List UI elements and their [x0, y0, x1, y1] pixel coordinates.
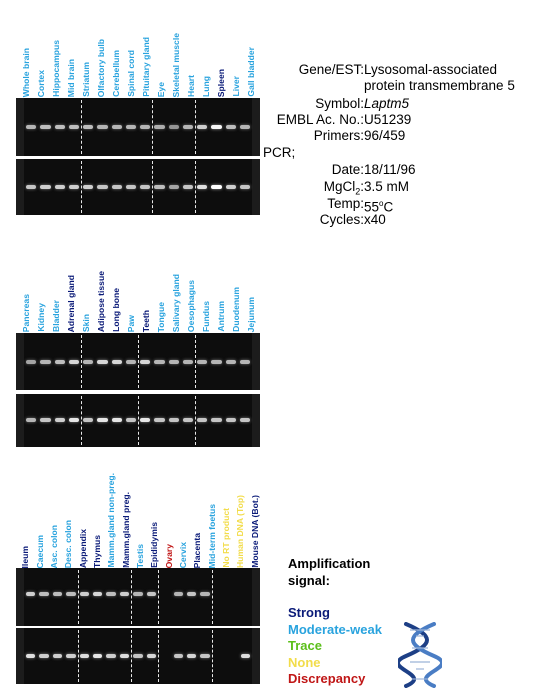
gel-band — [26, 360, 36, 364]
panel-3-gel-top — [16, 568, 260, 626]
lane-divider — [158, 570, 159, 624]
gel-band — [40, 418, 50, 422]
gel-ladder — [252, 394, 260, 447]
lane-divider — [138, 396, 139, 445]
gel-band — [187, 592, 196, 596]
gel-band — [120, 654, 129, 658]
gel-band — [241, 654, 250, 658]
lane-label: Olfactory bulb — [95, 38, 106, 97]
gel-band — [226, 360, 236, 364]
gel-band — [226, 418, 236, 422]
legend-title-line2: signal: — [288, 572, 330, 588]
pcr-label: PCR; — [263, 145, 296, 160]
lane-label: Spinal cord — [125, 50, 136, 97]
lane-label: Human DNA (Top) — [235, 494, 246, 568]
lane-label: Hippocampus — [50, 40, 61, 97]
gel-band — [197, 418, 207, 422]
gel-band — [69, 418, 79, 422]
lane-divider — [212, 570, 213, 624]
gel-band — [106, 654, 115, 658]
lane-divider — [195, 335, 196, 388]
lane-label: Salivary gland — [170, 273, 181, 332]
lane-label: Teeth — [140, 309, 151, 332]
gel-band — [169, 418, 179, 422]
lane-label: Adrenal gland — [65, 274, 76, 332]
lane-label: Appendix — [77, 528, 88, 568]
gel-ladder — [16, 568, 24, 626]
gel-band — [240, 360, 250, 364]
gel-band — [93, 654, 102, 658]
gel-band — [211, 418, 221, 422]
lane-label: Striatum — [80, 62, 91, 97]
embl-value: U51239 — [364, 112, 412, 127]
gel-band — [120, 592, 129, 596]
experiment-info — [0, 0, 548, 240]
lane-label: Epididymis — [149, 522, 160, 568]
lane-divider — [195, 396, 196, 445]
legend-item-none: None — [288, 654, 321, 670]
gel-ladder — [16, 394, 24, 447]
lane-label: Skin — [80, 313, 91, 332]
lane-label: Asc. colon — [48, 524, 59, 568]
gel-band — [183, 360, 193, 364]
lane-label: Antrum — [215, 301, 226, 332]
lane-label: No RT product — [221, 508, 232, 568]
lane-label: Mamm.gland non-preg. — [106, 473, 117, 568]
gel-band — [26, 418, 36, 422]
lane-label: Eye — [155, 81, 166, 97]
dna-helix-icon — [398, 622, 442, 688]
panel-2-lane-labels — [18, 250, 258, 332]
cycles-value: x40 — [364, 212, 386, 227]
lane-label: Tongue — [155, 301, 166, 332]
gel-band — [80, 592, 89, 596]
gel-band — [197, 360, 207, 364]
panel-3-gel-bottom — [16, 628, 260, 684]
gel-band — [211, 360, 221, 364]
gel-band — [154, 360, 164, 364]
legend-title-line1: Amplification — [288, 556, 371, 571]
lane-label: Mid brain — [65, 58, 76, 97]
lane-label: Ileum — [20, 545, 31, 568]
gel-band — [26, 592, 35, 596]
gel-band — [26, 654, 35, 658]
gene-value-line2: protein transmembrane 5 — [364, 78, 515, 93]
gel-band — [112, 360, 122, 364]
temp-value: 55$^o$C — [364, 199, 394, 215]
lane-label: Gall bladder — [245, 47, 256, 97]
lane-label: Skeletal muscle — [170, 32, 181, 97]
gel-band — [39, 654, 48, 658]
gel-band — [147, 592, 156, 596]
lane-label: Fundus — [200, 300, 211, 332]
gel-ladder — [16, 628, 24, 684]
gel-band — [200, 654, 209, 658]
gel-band — [55, 360, 65, 364]
lane-label: Mouse DNA (Bot.) — [249, 495, 260, 568]
lane-divider — [131, 630, 132, 682]
gel-band — [169, 360, 179, 364]
primers-value: 96/459 — [364, 128, 406, 143]
gel-band — [83, 418, 93, 422]
lane-label: Duodenum — [230, 287, 241, 332]
lane-divider — [212, 630, 213, 682]
lane-divider — [81, 396, 82, 445]
lane-label: Mid-term foetus — [206, 503, 217, 568]
lane-label: Pancreas — [20, 293, 31, 332]
gel-band — [93, 592, 102, 596]
lane-label: Adipose tissue — [95, 270, 106, 332]
gel-band — [39, 592, 48, 596]
gel-band — [53, 654, 62, 658]
panel-2-gel-top — [16, 333, 260, 390]
gel-band — [174, 654, 183, 658]
lane-label: Lung — [200, 76, 211, 97]
lane-label: Testis — [135, 543, 145, 568]
lane-divider — [81, 335, 82, 388]
date-key: Date: — [331, 162, 364, 177]
lane-label: Cortex — [35, 69, 46, 97]
gel-band — [200, 592, 209, 596]
gel-band — [106, 592, 115, 596]
gel-band — [66, 592, 75, 596]
temp-key: Temp: — [327, 196, 364, 211]
lane-label: Caecum — [34, 534, 45, 568]
embl-key: EMBL Ac. No.: — [276, 112, 364, 127]
amplification-legend — [288, 556, 382, 688]
gel-band — [240, 418, 250, 422]
gel-band — [133, 654, 142, 658]
lane-divider — [78, 630, 79, 682]
gene-key: Gene/EST: — [298, 62, 364, 77]
lane-label: Whole brain — [20, 47, 31, 97]
legend-item-trace: Trace — [288, 638, 322, 653]
gel-band — [53, 592, 62, 596]
primers-key: Primers: — [313, 128, 364, 143]
gel-band — [183, 418, 193, 422]
gel-band — [174, 592, 183, 596]
cycles-key: Cycles: — [319, 212, 364, 227]
lane-label: Spleen — [215, 68, 226, 97]
lane-label: Desc. colon — [63, 519, 74, 568]
gel-ladder — [252, 568, 260, 626]
gel-band — [126, 360, 136, 364]
gel-band — [140, 360, 150, 364]
lane-label: Thymus — [91, 535, 102, 568]
lane-divider — [138, 335, 139, 388]
lane-label: Cerebellum — [110, 50, 121, 97]
symbol-key: Symbol: — [315, 96, 364, 111]
lane-label: Placenta — [192, 532, 203, 568]
date-value: 18/11/96 — [364, 162, 416, 177]
gel-band — [97, 418, 107, 422]
lane-label: Paw — [125, 314, 136, 332]
gel-band — [133, 592, 142, 596]
gel-band — [97, 360, 107, 364]
lane-label: Kidney — [35, 303, 46, 332]
gel-ladder — [252, 628, 260, 684]
gel-band — [66, 654, 75, 658]
lane-label: Pituitary gland — [140, 37, 151, 97]
legend-item-discrepancy: Discrepancy — [288, 671, 366, 686]
gel-band — [126, 418, 136, 422]
gel-band — [83, 360, 93, 364]
gel-band — [80, 654, 89, 658]
panel-2-gel-bottom — [16, 394, 260, 447]
symbol-value: Laptm5 — [364, 96, 410, 111]
legend-item-strong: Strong — [288, 605, 330, 620]
mgcl2-key: MgCl$_2$: — [323, 179, 364, 197]
panel-3-lane-labels — [18, 473, 262, 568]
gel-band — [112, 418, 122, 422]
lane-divider — [158, 630, 159, 682]
gel-band — [154, 418, 164, 422]
gel-band — [55, 418, 65, 422]
gel-band — [187, 654, 196, 658]
lane-label: Heart — [185, 75, 196, 97]
lane-label: Jejunum — [245, 296, 256, 332]
lane-divider — [78, 570, 79, 624]
gel-band — [40, 360, 50, 364]
lane-divider — [131, 570, 132, 624]
lane-label: Oesophagus — [185, 279, 196, 332]
gel-band — [140, 418, 150, 422]
gel-ladder — [252, 333, 260, 390]
gel-ladder — [16, 333, 24, 390]
lane-label: Bladder — [50, 300, 61, 332]
gene-value-line1: Lysosomal-associated — [364, 62, 498, 77]
lane-label: Mamm.gland preg. — [120, 492, 131, 568]
mgcl2-value: 3.5 mM — [364, 179, 410, 194]
lane-label: Cervix — [178, 541, 189, 568]
gel-band — [147, 654, 156, 658]
gel-band — [69, 360, 79, 364]
lane-label: Liver — [230, 76, 241, 97]
legend-item-moderate: Moderate-weak — [288, 621, 382, 637]
lane-label: Ovary — [163, 543, 174, 568]
lane-label: Long bone — [110, 288, 121, 332]
